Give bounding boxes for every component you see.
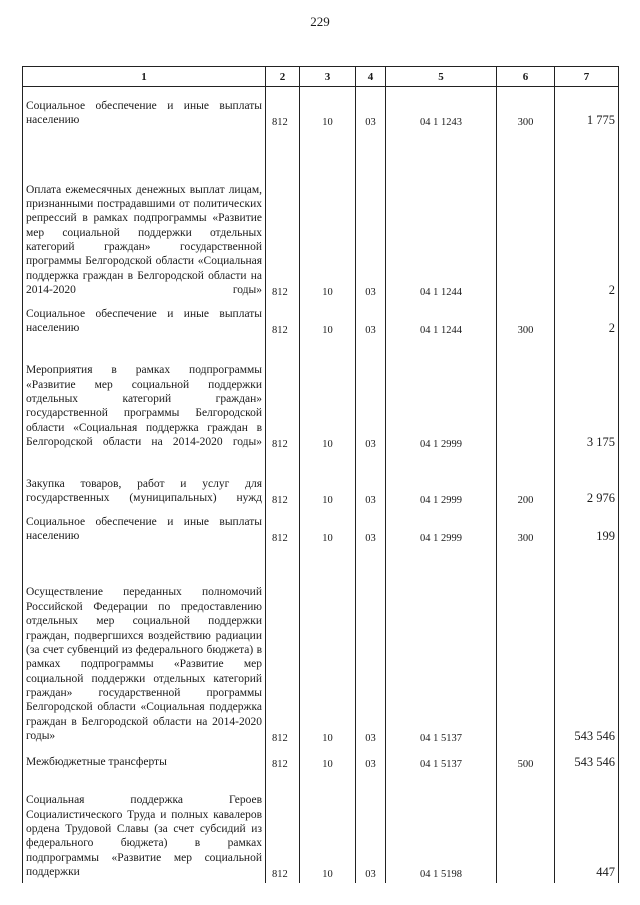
- row-code-ministry: 812: [266, 453, 300, 509]
- row-description: Осуществление переданных полномочий Российской Федерации по предоставлению отдельных мер социальной поддержки граждан, подвергшихся воздействию радиации (за счет субвенций из федерального бюджета) в рамках подпрограммы «Развитие мер социальной поддержки отдельных категорий граждан» государственной программы Белгородской области «Социальная поддержка граждан в Белгородской области на 2014-2020 годы»: [23, 547, 266, 747]
- row-code-ministry: 812: [266, 339, 300, 453]
- row-amount: 543 546: [555, 747, 619, 773]
- table-row: [23, 339, 619, 453]
- row-code-subsection: 03: [356, 131, 386, 301]
- table-row: [23, 773, 619, 883]
- row-code-section: 10: [300, 547, 356, 747]
- col-header-3: 3: [300, 67, 356, 87]
- row-code-expense-type: 300: [497, 87, 555, 131]
- row-description: Социальное обеспечение и иные выплаты населению: [23, 301, 266, 339]
- row-code-section: 10: [300, 453, 356, 509]
- row-description: Мероприятия в рамках подпрограммы «Развитие мер социальной поддержки отдельных категорий граждан» государственной программы Белгородской области «Социальная поддержка граждан в Белгородской области на 2014-2020 годы»: [23, 339, 266, 453]
- row-code-expense-type: [497, 131, 555, 301]
- row-amount: 199: [555, 509, 619, 547]
- row-code-section: 10: [300, 339, 356, 453]
- row-code-ministry: 812: [266, 747, 300, 773]
- row-code-subsection: 03: [356, 747, 386, 773]
- col-header-1: 1: [23, 67, 266, 87]
- row-description: Межбюджетные трансферты: [23, 747, 266, 773]
- row-code-expense-type: 500: [497, 747, 555, 773]
- row-amount: 3 175: [555, 339, 619, 453]
- row-code-ministry: 812: [266, 773, 300, 883]
- row-code-target: 04 1 2999: [386, 509, 497, 547]
- budget-table: [22, 66, 619, 883]
- row-code-section: 10: [300, 773, 356, 883]
- row-code-subsection: 03: [356, 509, 386, 547]
- row-amount: 447: [555, 773, 619, 883]
- row-code-section: 10: [300, 87, 356, 131]
- row-code-target: 04 1 1244: [386, 301, 497, 339]
- row-amount: 2: [555, 131, 619, 301]
- row-code-section: 10: [300, 131, 356, 301]
- col-header-4: 4: [356, 67, 386, 87]
- row-amount: 2: [555, 301, 619, 339]
- row-code-subsection: 03: [356, 453, 386, 509]
- row-code-expense-type: [497, 773, 555, 883]
- row-code-ministry: 812: [266, 301, 300, 339]
- table-row: [23, 301, 619, 339]
- row-amount: 2 976: [555, 453, 619, 509]
- table-row: [23, 453, 619, 509]
- table-row: [23, 87, 619, 131]
- row-code-ministry: 812: [266, 131, 300, 301]
- row-code-subsection: 03: [356, 773, 386, 883]
- table-row: [23, 547, 619, 747]
- row-description: Социальная поддержка Героев Социалистического Труда и полных кавалеров ордена Трудовой Славы (за счет субсидий из федерального бюджета) в рамках подпрограммы «Развитие мер социальной поддержки: [23, 773, 266, 883]
- row-code-section: 10: [300, 747, 356, 773]
- row-code-ministry: 812: [266, 509, 300, 547]
- row-code-target: 04 1 2999: [386, 339, 497, 453]
- table-row: [23, 131, 619, 301]
- col-header-7: 7: [555, 67, 619, 87]
- row-amount: 1 775: [555, 87, 619, 131]
- page-number: 229: [310, 14, 330, 29]
- col-header-2: 2: [266, 67, 300, 87]
- row-code-target: 04 1 2999: [386, 453, 497, 509]
- row-code-ministry: 812: [266, 87, 300, 131]
- row-code-target: 04 1 1244: [386, 131, 497, 301]
- row-code-expense-type: [497, 339, 555, 453]
- col-header-6: 6: [497, 67, 555, 87]
- row-code-section: 10: [300, 301, 356, 339]
- row-code-expense-type: [497, 547, 555, 747]
- row-description: Социальное обеспечение и иные выплаты населению: [23, 509, 266, 547]
- row-code-target: 04 1 1243: [386, 87, 497, 131]
- row-code-ministry: 812: [266, 547, 300, 747]
- row-code-expense-type: 200: [497, 453, 555, 509]
- header-row: [23, 67, 619, 87]
- table-row: [23, 747, 619, 773]
- row-code-section: 10: [300, 509, 356, 547]
- row-description: Социальное обеспечение и иные выплаты населению: [23, 87, 266, 131]
- table-row: [23, 509, 619, 547]
- col-header-5: 5: [386, 67, 497, 87]
- row-code-target: 04 1 5198: [386, 773, 497, 883]
- row-amount: 543 546: [555, 547, 619, 747]
- row-code-expense-type: 300: [497, 509, 555, 547]
- row-code-subsection: 03: [356, 87, 386, 131]
- row-code-subsection: 03: [356, 301, 386, 339]
- row-code-expense-type: 300: [497, 301, 555, 339]
- row-description: Оплата ежемесячных денежных выплат лицам, признанными пострадавшими от политических репрессий в рамках подпрограммы «Развитие мер социальной поддержки отдельных категорий граждан» государственной программы Белгородской области «Социальная поддержка граждан в Белгородской области на 2014-2020 годы»: [23, 131, 266, 301]
- row-code-subsection: 03: [356, 339, 386, 453]
- row-code-target: 04 1 5137: [386, 547, 497, 747]
- row-code-target: 04 1 5137: [386, 747, 497, 773]
- row-code-subsection: 03: [356, 547, 386, 747]
- row-description: Закупка товаров, работ и услуг для государственных (муниципальных) нужд: [23, 453, 266, 509]
